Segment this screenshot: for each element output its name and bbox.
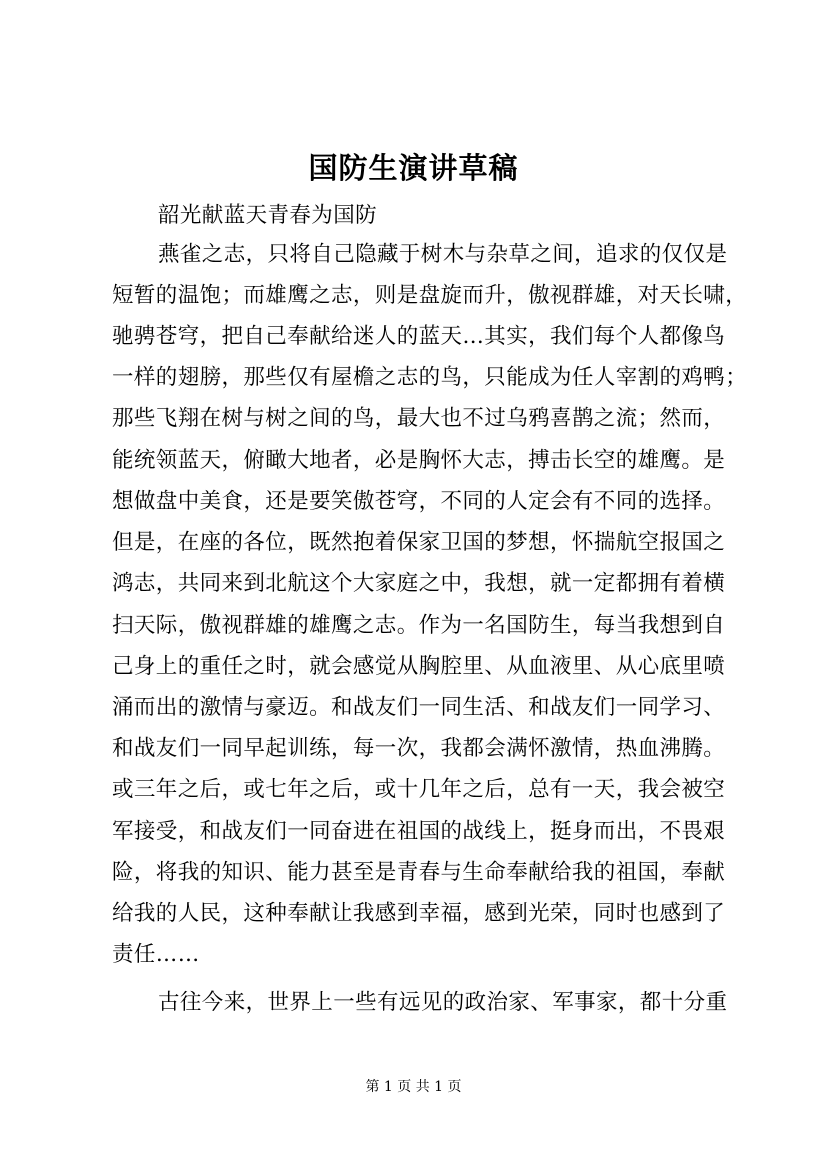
body-line: 涌而出的激情与豪迈。和战友们一同生活、和战友们一同学习、 xyxy=(112,695,726,720)
body-line: 能统领蓝天，俯瞰大地者，必是胸怀大志，搏击长空的雄鹰。是 xyxy=(112,448,726,473)
body-line: 和战友们一同早起训练，每一次，我都会满怀激情，热血沸腾。 xyxy=(112,736,726,761)
body-line: 扫天际，傲视群雄的雄鹰之志。作为一名国防生，每当我想到自 xyxy=(112,613,726,638)
body-line: 燕雀之志，只将自己隐藏于树木与杂草之间，追求的仅仅是 xyxy=(158,242,728,267)
body-line: 那些飞翔在树与树之间的鸟，最大也不过乌鸦喜鹊之流；然而， xyxy=(112,406,726,431)
body-line: 一样的翅膀，那些仅有屋檐之志的鸟，只能成为任人宰割的鸡鸭； xyxy=(112,365,748,390)
page-number-footer: 第 1 页 共 1 页 xyxy=(365,1079,462,1095)
document-title: 国防生演讲草稿 xyxy=(308,151,519,185)
body-line: 但是，在座的各位，既然抱着保家卫国的梦想，怀揣航空报国之 xyxy=(112,530,726,555)
document-subtitle: 韶光献蓝天青春为国防 xyxy=(158,203,378,228)
body-line: 短暂的温饱；而雄鹰之志，则是盘旋而升，傲视群雄，对天长啸， xyxy=(112,283,748,308)
body-line: 险，将我的知识、能力甚至是青春与生命奉献给我的祖国，奉献 xyxy=(112,860,726,885)
body-line: 责任…… xyxy=(112,942,200,967)
body-line: 古往今来，世界上一些有远见的政治家、军事家，都十分重 xyxy=(158,990,728,1015)
body-line: 己身上的重任之时，就会感觉从胸腔里、从血液里、从心底里喷 xyxy=(112,654,726,679)
body-line: 或三年之后，或七年之后，或十几年之后，总有一天，我会被空 xyxy=(112,777,726,802)
body-line: 鸿志，共同来到北航这个大家庭之中，我想，就一定都拥有着横 xyxy=(112,571,726,596)
body-line: 军接受，和战友们一同奋进在祖国的战线上，挺身而出，不畏艰 xyxy=(112,819,726,844)
body-line: 驰骋苍穹，把自己奉献给迷人的蓝天…其实，我们每个人都像鸟 xyxy=(112,324,726,349)
body-line: 给我的人民，这种奉献让我感到幸福，感到光荣，同时也感到了 xyxy=(112,901,726,926)
body-line: 想做盘中美食，还是要笑傲苍穹，不同的人定会有不同的选择。 xyxy=(112,489,726,514)
